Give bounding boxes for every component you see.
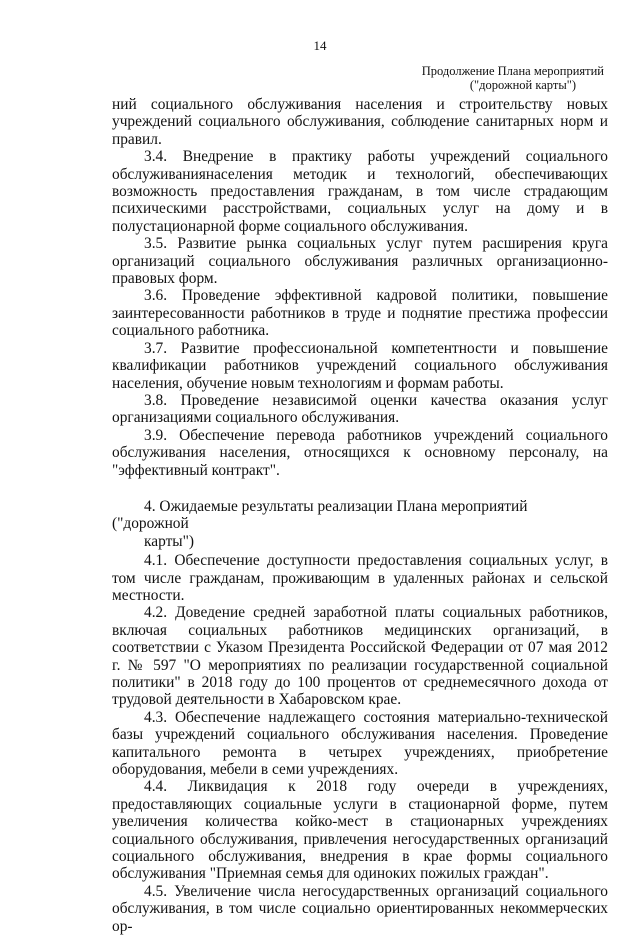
section-4-heading-line2: карты") (144, 532, 195, 550)
continuation-header-line2: ("дорожной карты") (469, 78, 576, 92)
page-number: 14 (313, 38, 327, 53)
section-spacer (112, 479, 608, 498)
paragraph-4-4: 4.4. Ликвидация к 2018 году очереди в учреждениях, предоставляющих социальные услуги в стационарной форме, путем увеличения количества койко-мест в стационарных учреждениях социального обслуживания, привлечения негосударственных организаций социального обслуживания, внедрения в крае формы социального обслуживания "Приемная семья для одиноких пожилых граждан". (112, 778, 608, 883)
section-4-heading-line1: 4. Ожидаемые результаты реализации Плана мероприятий ("дорожной (112, 497, 528, 533)
paragraph-4-3: 4.3. Обеспечение надлежащего состояния материально-технической базы учреждений социального обслуживания населения. Проведение капитального ремонта в четырех учреждениях, приобретение оборудования, мебели в семи учреждениях. (112, 708, 608, 779)
paragraph-3-7: 3.7. Развитие профессиональной компетентности и повышение квалификации работников учреждений социального обслуживания населения, обучение новым технологиям и формам работы. (112, 339, 608, 392)
paragraph-4-2: 4.2. Доведение средней заработной платы социальных работников, включая социальных работников медицинских организаций, в соответствии с Указом Президента Российской Федерации от 07 мая 2012 г. № 597 "О мероприятиях по реализации государственной социальной политики" в 2018 году до 100 процентов от среднемесячного дохода от трудовой деятельности в Хабаровском крае. (112, 604, 608, 709)
paragraph-3-8: 3.8. Проведение независимой оценки качества оказания услуг организациями социального обслуживания. (112, 391, 608, 427)
paragraph-3-4: 3.4. Внедрение в практику работы учреждений социального обслуживаниянаселения методик и технологий, обеспечивающих возможность предоставления гражданам, в том числе страдающим психическими расстройствами, социальных услуг на дому и в полустационарной форме социального обслуживания. (112, 148, 608, 235)
paragraph-continuation: ний социального обслуживания населения и строительству новых учреждений социального обслуживания, соблюдение санитарных норм и правил. (112, 96, 608, 148)
paragraph-3-6: 3.6. Проведение эффективной кадровой политики, повышение заинтересованности работников в труде и поднятие престижа профессии социального работника. (112, 287, 608, 340)
document-body (112, 96, 608, 935)
section-4-heading (112, 498, 608, 550)
paragraph-3-9: 3.9. Обеспечение перевода работников учреждений социального обслуживания населения, относящихся к основному персоналу, на "эффективный контракт". (112, 426, 608, 479)
paragraph-4-1: 4.1. Обеспечение доступности предоставления социальных услуг, в том числе гражданам, проживающим в удаленных районах и сельской местности. (112, 552, 608, 604)
continuation-header (404, 64, 604, 92)
paragraph-4-5: 4.5. Увеличение числа негосударственных организаций социального обслуживания, в том числе социально ориентированных некоммерческих ор- (112, 882, 608, 935)
continuation-header-line1: Продолжение Плана мероприятий (421, 64, 604, 78)
paragraph-3-5: 3.5. Развитие рынка социальных услуг путем расширения круга организаций социального обслуживания различных организационно-правовых форм. (112, 235, 608, 288)
